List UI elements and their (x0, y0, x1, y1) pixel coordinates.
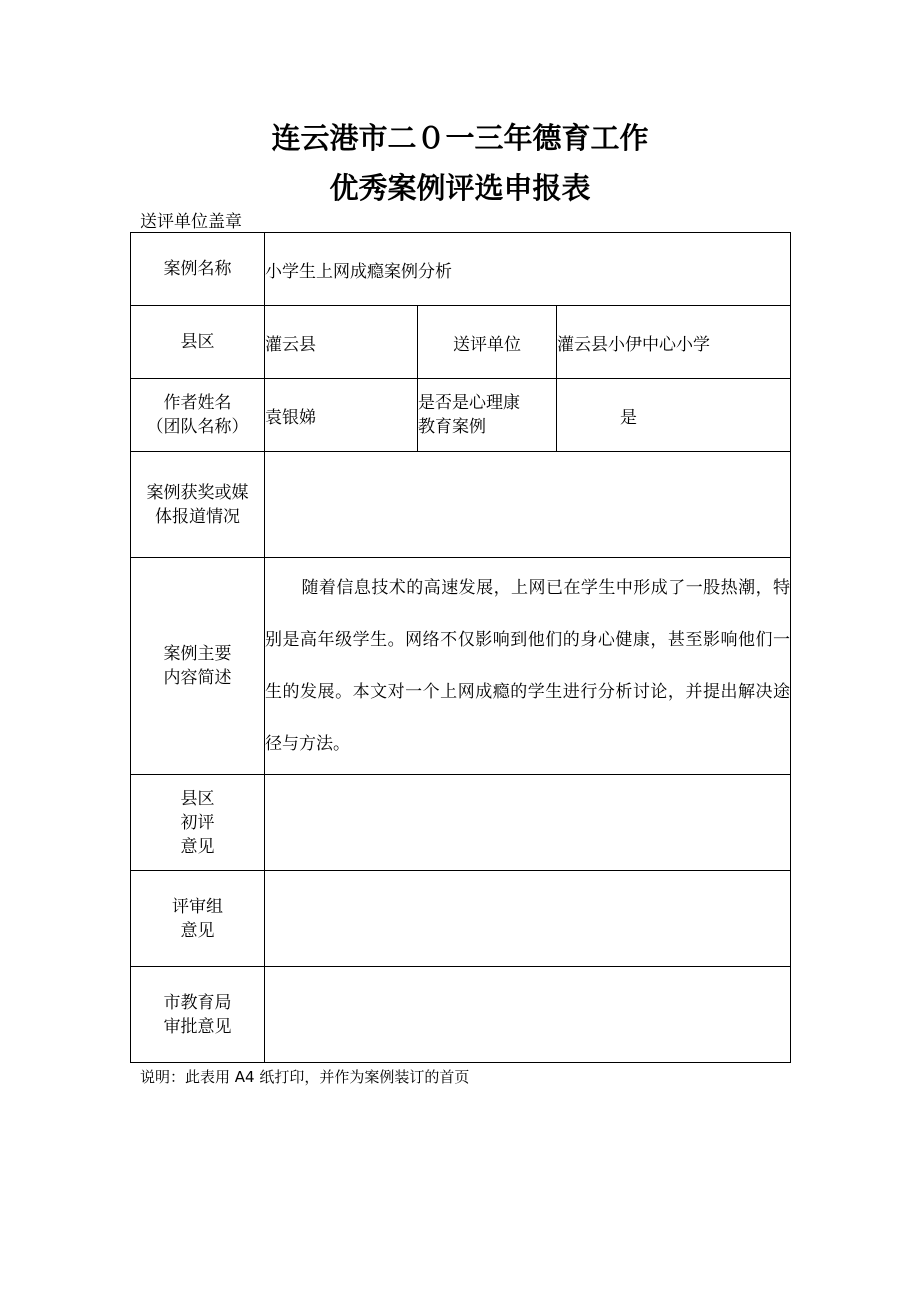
county-review-line-1: 县区 (180, 788, 215, 809)
panel-review-line-2: 意见 (180, 920, 215, 941)
county-review-line-3: 意见 (180, 836, 215, 857)
row-bureau-review (131, 967, 791, 1063)
row-case-name (131, 233, 791, 306)
row-award (131, 452, 791, 558)
award-value (265, 452, 791, 558)
author-label-line-1: 作者姓名 (163, 393, 232, 413)
author-value: 袁银娣 (265, 379, 418, 452)
case-name-value: 小学生上网成瘾案例分析 (265, 233, 791, 306)
form-title-line-1: 连云港市二０一三年德育工作 (271, 121, 649, 155)
psych-label-line-1: 是否是心理康 (418, 393, 520, 413)
psych-value: 是 (557, 379, 791, 452)
case-name-label: 案例名称 (131, 233, 265, 306)
panel-review-line-1: 评审组 (172, 896, 223, 917)
bureau-review-value (265, 967, 791, 1063)
county-review-line-2: 初评 (180, 812, 215, 833)
psych-label (418, 379, 557, 452)
application-form-table (130, 232, 791, 1063)
summary-label (131, 558, 265, 775)
footnote: 说明：此表用 A4 纸打印，并作为案例装订的首页 (140, 1068, 470, 1086)
row-author (131, 379, 791, 452)
county-review-value (265, 775, 791, 871)
summary-paragraph: 随着信息技术的高速发展，上网已在学生中形成了一股热潮，特别是高年级学生。网络不仅影响到他们的身心健康，甚至影响他们一生的发展。本文对一个上网成瘾的学生进行分析讨论，并提出解决途径与方法。 (265, 578, 791, 754)
author-label (131, 379, 265, 452)
bureau-review-line-1: 市教育局 (163, 992, 232, 1013)
row-county-unit (131, 306, 791, 379)
panel-review-value (265, 871, 791, 967)
award-label (131, 452, 265, 558)
form-title-line-2: 优秀案例评选申报表 (329, 171, 591, 205)
county-review-label (131, 775, 265, 871)
psych-label-line-2: 教育案例 (418, 417, 486, 437)
unit-label: 送评单位 (418, 306, 557, 379)
bureau-review-label (131, 967, 265, 1063)
summary-label-line-1: 案例主要 (163, 644, 232, 664)
stamp-label: 送评单位盖章 (140, 212, 242, 232)
summary-label-line-2: 内容简述 (163, 668, 232, 688)
author-label-line-2: （团队名称） (146, 417, 249, 437)
row-summary (131, 558, 791, 775)
summary-text (265, 558, 791, 775)
award-label-line-2: 体报道情况 (155, 506, 240, 527)
row-county-review (131, 775, 791, 871)
award-label-line-1: 案例获奖或媒 (146, 482, 249, 503)
unit-value: 灌云县小伊中心小学 (557, 306, 791, 379)
row-panel-review (131, 871, 791, 967)
county-label: 县区 (131, 306, 265, 379)
bureau-review-line-2: 审批意见 (163, 1016, 232, 1037)
panel-review-label (131, 871, 265, 967)
county-value: 灌云县 (265, 306, 418, 379)
